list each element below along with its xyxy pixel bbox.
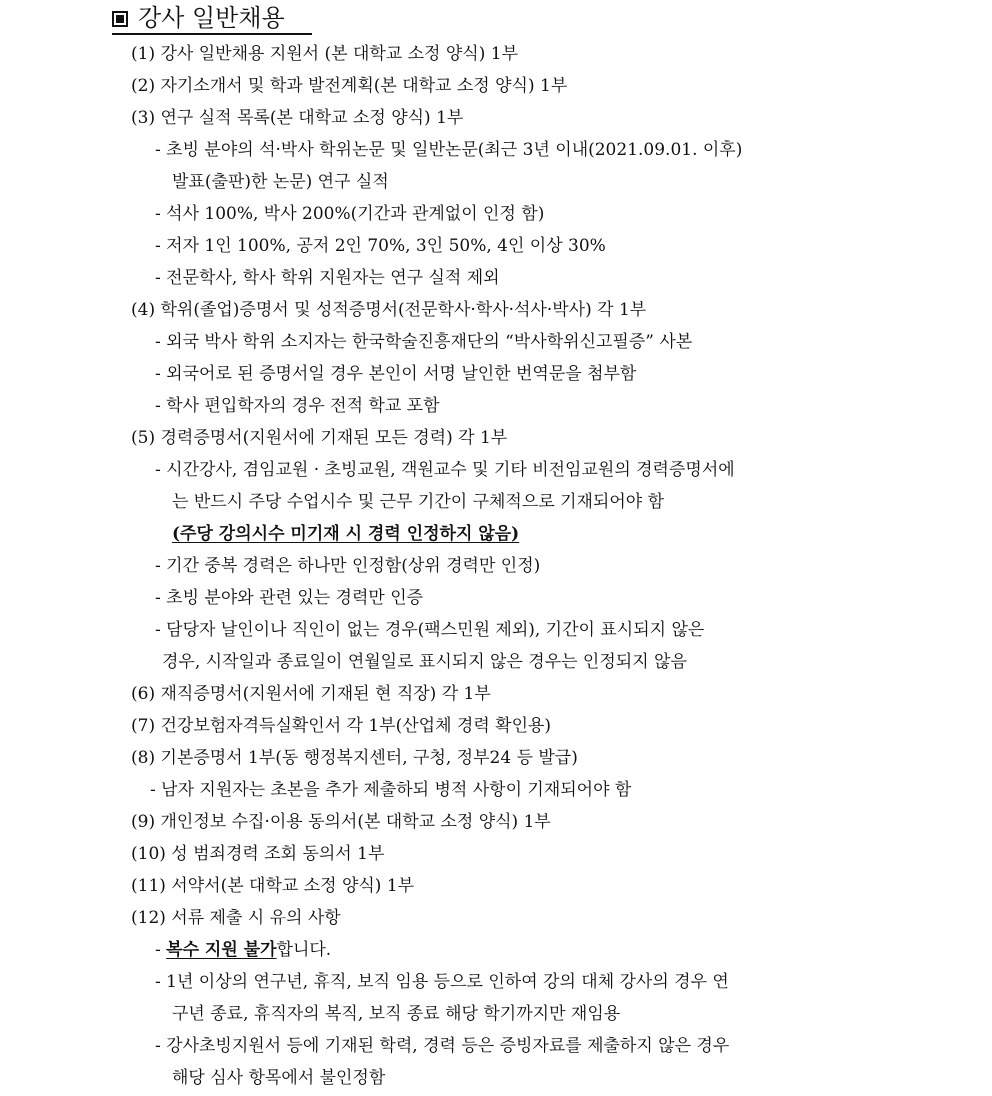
item-3-sub-3: - 저자 1인 100%, 공저 2인 70%, 3인 50%, 4인 이상 30% — [155, 236, 606, 256]
item-12-sub-2-cont: 구년 종료, 휴직자의 복직, 보직 종료 해당 학기까지만 재임용 — [172, 1004, 621, 1024]
item-2: (2) 자기소개서 및 학과 발전계획(본 대학교 소정 양식) 1부 — [131, 76, 568, 96]
item-4-sub-3: - 학사 편입학자의 경우 전적 학교 포함 — [155, 396, 440, 416]
item-5-sub-1-cont: 는 반드시 주당 수업시수 및 근무 기간이 구체적으로 기재되어야 함 — [172, 492, 665, 512]
no-multiple-application: 복수 지원 불가 — [166, 940, 277, 960]
item-3: (3) 연구 실적 목록(본 대학교 소정 양식) 1부 — [131, 108, 464, 128]
section-title-text: 강사 일반채용 — [138, 4, 285, 32]
dash-prefix: - — [155, 940, 167, 960]
item-11: (11) 서약서(본 대학교 소정 양식) 1부 — [131, 876, 415, 896]
item-5-sub-1: - 시간강사, 겸임교원 · 초빙교원, 객원교수 및 기타 비전임교원의 경력증명서에 — [155, 460, 735, 480]
item-8-sub-1: - 남자 지원자는 초본을 추가 제출하되 병적 사항이 기재되어야 함 — [150, 780, 632, 800]
sentence-ending: 합니다. — [276, 940, 332, 960]
item-3-sub-1-cont: 발표(출판)한 논문) 연구 실적 — [172, 172, 389, 192]
item-4-sub-2: - 외국어로 된 증명서일 경우 본인이 서명 날인한 번역문을 첨부함 — [155, 364, 637, 384]
item-5-sub-3: - 초빙 분야와 관련 있는 경력만 인증 — [155, 588, 424, 608]
item-6: (6) 재직증명서(지원서에 기재된 현 직장) 각 1부 — [131, 684, 491, 704]
item-12-sub-2: - 1년 이상의 연구년, 휴직, 보직 임용 등으로 인하여 강의 대체 강사의 경우 연 — [155, 972, 729, 992]
item-7: (7) 건강보험자격득실확인서 각 1부(산업체 경력 확인용) — [131, 716, 552, 736]
item-4: (4) 학위(졸업)증명서 및 성적증명서(전문학사·학사·석사·박사) 각 1부 — [131, 300, 647, 320]
item-3-sub-4: - 전문학사, 학사 학위 지원자는 연구 실적 제외 — [155, 268, 500, 288]
section-title — [112, 2, 285, 34]
item-12-sub-1 — [155, 938, 331, 962]
item-5: (5) 경력증명서(지원서에 기재된 모든 경력) 각 1부 — [131, 428, 508, 448]
item-5-sub-4-cont: 경우, 시작일과 종료일이 연월일로 표시되지 않은 경우는 인정되지 않음 — [162, 652, 687, 672]
title-underline — [112, 33, 312, 35]
item-9: (9) 개인정보 수집·이용 동의서(본 대학교 소정 양식) 1부 — [131, 812, 551, 832]
item-12-sub-3: - 강사초빙지원서 등에 기재된 학력, 경력 등은 증빙자료를 제출하지 않은 경우 — [155, 1036, 730, 1056]
item-5-sub-4: - 담당자 날인이나 직인이 없는 경우(팩스민원 제외), 기간이 표시되지 않은 — [155, 620, 705, 640]
black-square-icon — [112, 11, 128, 27]
item-5-emphasis: (주당 강의시수 미기재 시 경력 인정하지 않음) — [172, 524, 520, 544]
item-12-sub-3-cont: 해당 심사 항목에서 불인정함 — [172, 1068, 386, 1088]
item-10: (10) 성 범죄경력 조회 동의서 1부 — [131, 844, 385, 864]
item-4-sub-1: - 외국 박사 학위 소지자는 한국학술진흥재단의 “박사학위신고필증” 사본 — [155, 332, 693, 352]
item-3-sub-1: - 초빙 분야의 석·박사 학위논문 및 일반논문(최근 3년 이내(2021.09.01. 이후) — [155, 140, 743, 160]
item-3-sub-2: - 석사 100%, 박사 200%(기간과 관계없이 인정 함) — [155, 204, 545, 224]
item-1: (1) 강사 일반채용 지원서 (본 대학교 소정 양식) 1부 — [131, 44, 518, 64]
item-5-sub-2: - 기간 중복 경력은 하나만 인정함(상위 경력만 인정) — [155, 556, 541, 576]
item-12: (12) 서류 제출 시 유의 사항 — [131, 908, 341, 928]
item-8: (8) 기본증명서 1부(동 행정복지센터, 구청, 정부24 등 발급) — [131, 748, 578, 768]
